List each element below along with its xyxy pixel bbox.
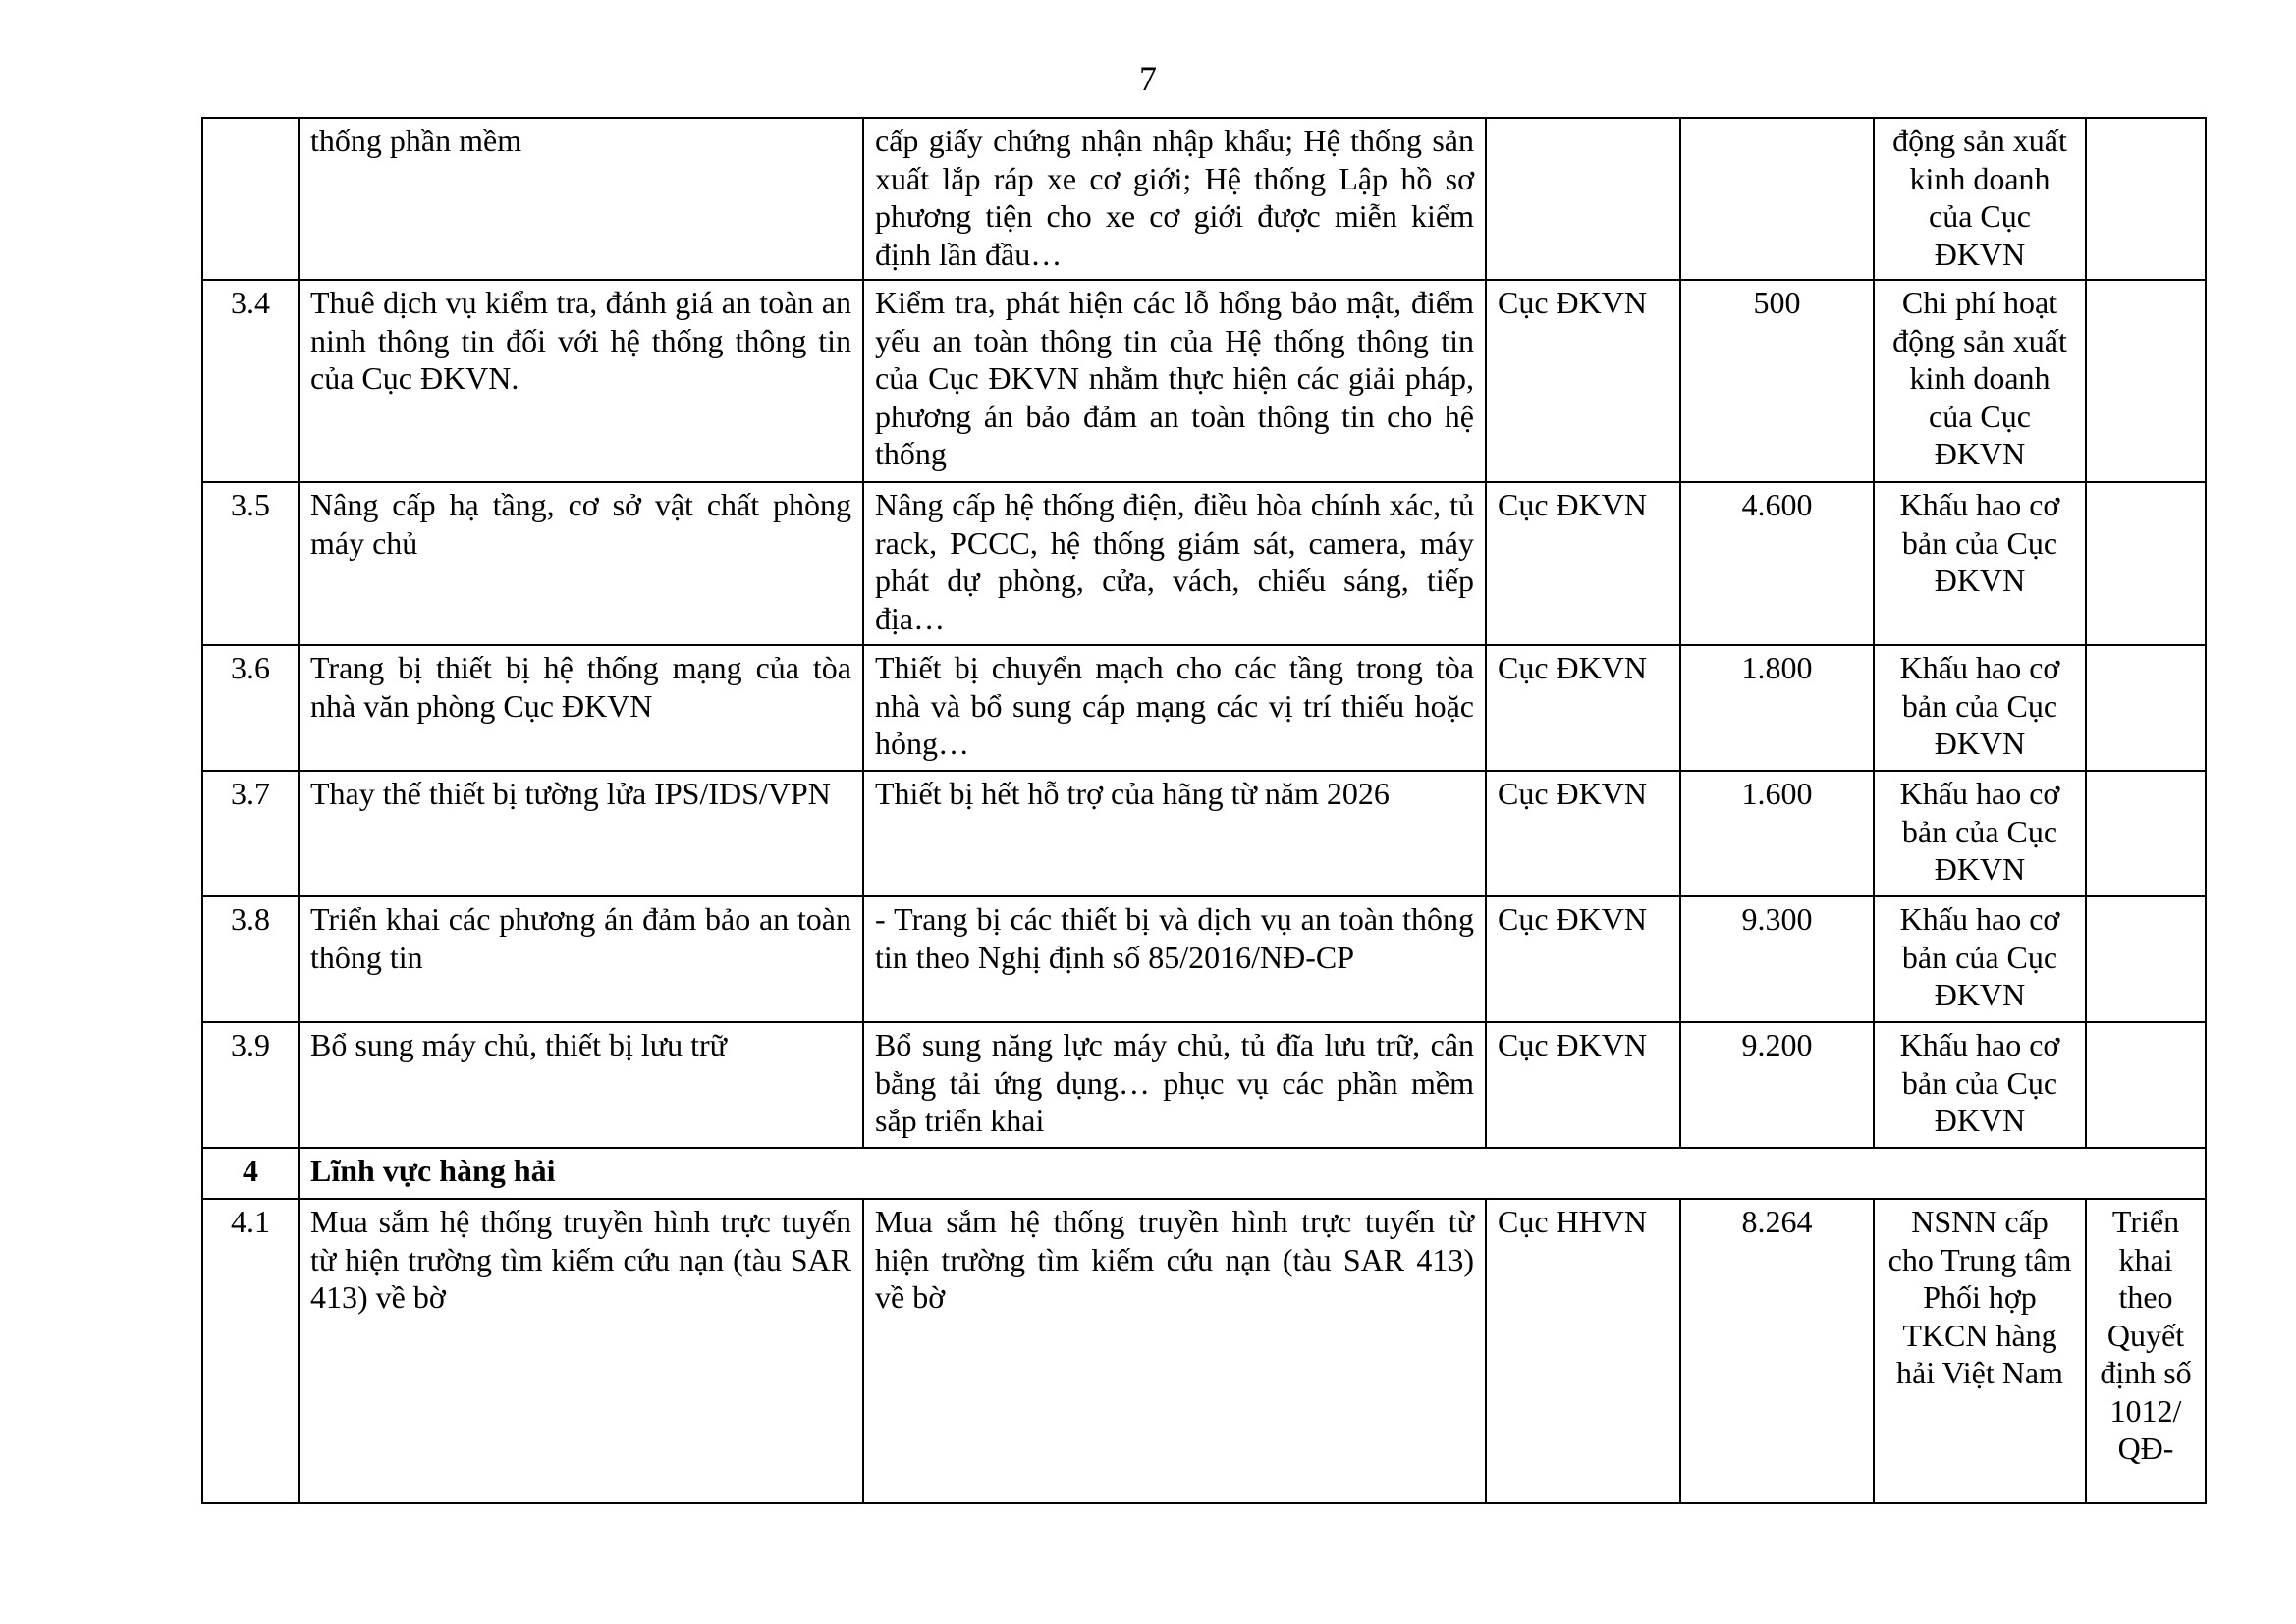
- table-row: [202, 118, 2206, 280]
- project-name: Thay thế thiết bị tường lửa IPS/IDS/VPN: [299, 771, 863, 896]
- implementing-unit: Cục ĐKVN: [1486, 482, 1680, 645]
- table-row: [202, 771, 2206, 896]
- project-description: Kiểm tra, phát hiện các lỗ hổng bảo mật, điểm yếu an toàn thông tin của Hệ thống thông tin của Cục ĐKVN nhằm thực hiện các giải pháp, phương án bảo đảm an toàn thông tin cho hệ thống: [863, 280, 1486, 482]
- note: [2086, 118, 2206, 280]
- table-row: [202, 645, 2206, 771]
- project-description: Thiết bị hết hỗ trợ của hãng từ năm 2026: [863, 771, 1486, 896]
- row-number: 3.8: [202, 896, 299, 1022]
- estimated-cost: 1.800: [1680, 645, 1874, 771]
- estimated-cost: 1.600: [1680, 771, 1874, 896]
- implementing-unit: Cục HHVN: [1486, 1199, 1680, 1503]
- funding-source: Khấu hao cơ bản của Cục ĐKVN: [1874, 482, 2086, 645]
- estimated-cost: [1680, 118, 1874, 280]
- funding-source: Khấu hao cơ bản của Cục ĐKVN: [1874, 771, 2086, 896]
- funding-source: Khấu hao cơ bản của Cục ĐKVN: [1874, 645, 2086, 771]
- project-name: Bổ sung máy chủ, thiết bị lưu trữ: [299, 1022, 863, 1148]
- project-name: thống phần mềm: [299, 118, 863, 280]
- section-number: 4: [202, 1148, 299, 1199]
- row-number: [202, 118, 299, 280]
- estimated-cost: 8.264: [1680, 1199, 1874, 1503]
- table-row: [202, 1199, 2206, 1503]
- note: [2086, 482, 2206, 645]
- note: [2086, 896, 2206, 1022]
- project-name: Nâng cấp hạ tầng, cơ sở vật chất phòng máy chủ: [299, 482, 863, 645]
- project-description: Mua sắm hệ thống truyền hình trực tuyến từ hiện trường tìm kiếm cứu nạn (tàu SAR 413) về bờ: [863, 1199, 1486, 1503]
- project-description: Nâng cấp hệ thống điện, điều hòa chính xác, tủ rack, PCCC, hệ thống giám sát, camera, máy phát dự phòng, cửa, vách, chiếu sáng, tiếp địa…: [863, 482, 1486, 645]
- project-description: - Trang bị các thiết bị và dịch vụ an toàn thông tin theo Nghị định số 85/2016/NĐ-CP: [863, 896, 1486, 1022]
- funding-source: NSNN cấp cho Trung tâm Phối hợp TKCN hàng hải Việt Nam: [1874, 1199, 2086, 1503]
- estimated-cost: 9.200: [1680, 1022, 1874, 1148]
- table-row: [202, 280, 2206, 482]
- project-name: Mua sắm hệ thống truyền hình trực tuyến từ hiện trường tìm kiếm cứu nạn (tàu SAR 413) về bờ: [299, 1199, 863, 1503]
- note: [2086, 771, 2206, 896]
- row-number: 3.9: [202, 1022, 299, 1148]
- implementing-unit: Cục ĐKVN: [1486, 896, 1680, 1022]
- funding-source: Khấu hao cơ bản của Cục ĐKVN: [1874, 896, 2086, 1022]
- project-description: Bổ sung năng lực máy chủ, tủ đĩa lưu trữ, cân bằng tải ứng dụng… phục vụ các phần mềm sắp triển khai: [863, 1022, 1486, 1148]
- project-name: Trang bị thiết bị hệ thống mạng của tòa nhà văn phòng Cục ĐKVN: [299, 645, 863, 771]
- funding-source: Khấu hao cơ bản của Cục ĐKVN: [1874, 1022, 2086, 1148]
- funding-source: Chi phí hoạt động sản xuất kinh doanh của Cục ĐKVN: [1874, 280, 2086, 482]
- implementing-unit: Cục ĐKVN: [1486, 645, 1680, 771]
- section-row: [202, 1148, 2206, 1199]
- project-description: Thiết bị chuyển mạch cho các tầng trong tòa nhà và bổ sung cáp mạng các vị trí thiếu hoặc hỏng…: [863, 645, 1486, 771]
- row-number: 3.4: [202, 280, 299, 482]
- funding-source: động sản xuất kinh doanh của Cục ĐKVN: [1874, 118, 2086, 280]
- note: Triển khai theo Quyết định số 1012/ QĐ-: [2086, 1199, 2206, 1503]
- estimated-cost: 500: [1680, 280, 1874, 482]
- note: [2086, 1022, 2206, 1148]
- estimated-cost: 4.600: [1680, 482, 1874, 645]
- project-description: cấp giấy chứng nhận nhập khẩu; Hệ thống sản xuất lắp ráp xe cơ giới; Hệ thống Lập hồ sơ phương tiện cho xe cơ giới được miễn kiểm định lần đầu…: [863, 118, 1486, 280]
- table-row: [202, 482, 2206, 645]
- row-number: 3.5: [202, 482, 299, 645]
- projects-table: [201, 117, 2207, 1504]
- table-row: [202, 896, 2206, 1022]
- implementing-unit: Cục ĐKVN: [1486, 771, 1680, 896]
- implementing-unit: [1486, 118, 1680, 280]
- row-number: 3.6: [202, 645, 299, 771]
- implementing-unit: Cục ĐKVN: [1486, 1022, 1680, 1148]
- estimated-cost: 9.300: [1680, 896, 1874, 1022]
- note: [2086, 280, 2206, 482]
- section-title: Lĩnh vực hàng hải: [299, 1148, 2206, 1199]
- implementing-unit: Cục ĐKVN: [1486, 280, 1680, 482]
- table-row: [202, 1022, 2206, 1148]
- row-number: 3.7: [202, 771, 299, 896]
- row-number: 4.1: [202, 1199, 299, 1503]
- note: [2086, 645, 2206, 771]
- page-number: 7: [1139, 59, 1157, 98]
- project-name: Triển khai các phương án đảm bảo an toàn thông tin: [299, 896, 863, 1022]
- project-name: Thuê dịch vụ kiểm tra, đánh giá an toàn an ninh thông tin đối với hệ thống thông tin của Cục ĐKVN.: [299, 280, 863, 482]
